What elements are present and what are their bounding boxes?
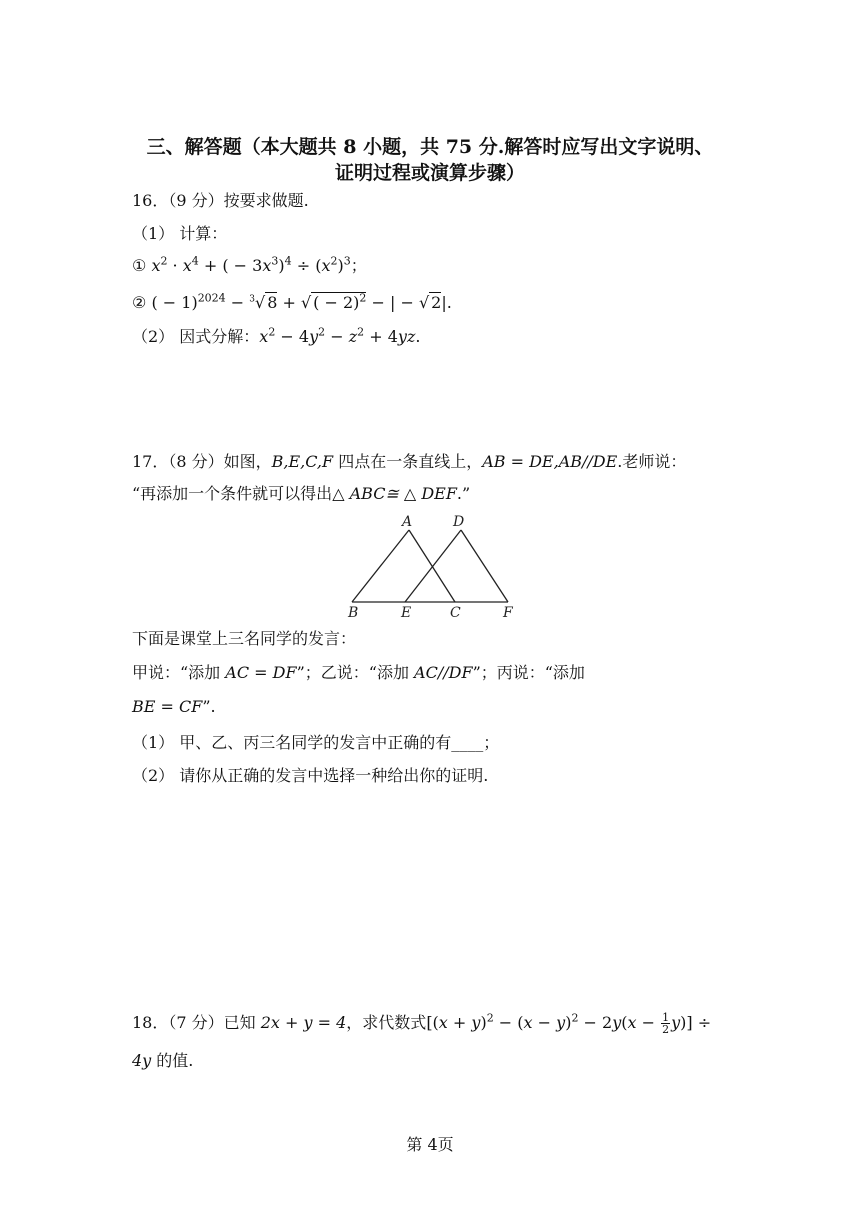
triangle-figure — [340, 510, 530, 620]
q16-part2-expr: $x^2 - 4y^2 - z^2 + 4yz$. — [259, 325, 421, 346]
q18-line1 — [132, 1012, 711, 1035]
q17-speech-intro: 下面是课堂上三名同学的发言： — [132, 629, 357, 648]
q18-given: 2x + y = 4 — [260, 1013, 347, 1032]
q17-bing-line2 — [132, 696, 216, 718]
q17-bing-end: ”. — [202, 697, 216, 716]
q17-cond: AB = DE,AB//DE — [482, 452, 618, 471]
q17-quote — [132, 483, 470, 505]
q16-item2-expr: ( − 1)$^{2024}$ − $^3$√ 8 + √ ( − 2)$^2$ − | − √ 2|. — [151, 291, 452, 312]
q18-line2 — [132, 1050, 193, 1072]
q17-head-mid: 四点在一条直线上， — [333, 452, 483, 471]
segment-ab — [352, 530, 409, 602]
q17-yi: ”；乙说：“添加 — [296, 663, 415, 682]
q17-quote-suffix: .” — [456, 484, 471, 503]
section-title-line2: 证明过程或演算步骤） — [334, 162, 525, 184]
q17-yi-cond: AC//DF — [414, 663, 473, 682]
q17-points: B,E,C,F — [271, 452, 334, 471]
segment-ac — [409, 530, 455, 602]
q17-quote-prefix: “再添加一个条件就可以得出 — [132, 484, 333, 503]
q16-item1 — [132, 255, 367, 277]
q16-item2-prefix: ② — [132, 293, 147, 312]
label-f: F — [503, 605, 513, 620]
q16-part1: （1） 计算： — [132, 224, 228, 243]
q17-head-prefix: 17．（8 分）如图， — [132, 452, 272, 471]
page-number: 第 4页 — [406, 1135, 454, 1154]
q16-item1-expr: $x^2 \cdot x^4$ + ( − $3x^3)^4 \div (x^2)^3$； — [151, 254, 367, 275]
q18-mid: ，求代数式 — [346, 1013, 427, 1032]
q17-sub2: （2） 请你从正确的发言中选择一种给出你的证明. — [132, 766, 489, 785]
label-b: B — [348, 605, 359, 620]
q17-bing-cond: BE = CF — [132, 697, 203, 716]
q17-head-suffix: .老师说： — [617, 452, 687, 471]
q16-head: 16．（9 分）按要求做题. — [132, 191, 309, 210]
q17-congruence: △ ABC≅ △ DEF — [332, 484, 457, 503]
q17-bing: ”；丙说：“添加 — [472, 663, 585, 682]
label-e: E — [401, 605, 412, 620]
section-title-line1: 三、解答题（本大题共 8 小题，共 75 分.解答时应写出文字说明、 — [146, 136, 714, 158]
q18-head-prefix: 18．（7 分）已知 — [132, 1013, 261, 1032]
q16-item1-prefix: ① — [132, 256, 147, 275]
segment-df — [461, 530, 508, 602]
q18-line2-expr: 4y — [132, 1051, 152, 1070]
q16-item2 — [132, 292, 452, 314]
segment-de — [405, 530, 461, 602]
label-c: C — [450, 605, 461, 620]
q18-line2-suffix: 的值. — [151, 1051, 194, 1070]
q17-speeches — [132, 662, 585, 684]
q17-sub1: （1） 甲、乙、丙三名同学的发言中正确的有____； — [132, 733, 500, 752]
q16-part2 — [132, 326, 420, 348]
label-a: A — [402, 514, 413, 530]
q18-expression: [$(x + y)^2 - (x - y)^2 - 2y(x$ − $\frac{1}{2}$ y)] ÷ — [426, 1011, 712, 1036]
q16-part2-prefix: （2） 因式分解： — [132, 327, 260, 346]
q17-jia: 甲说：“添加 — [132, 663, 226, 682]
q17-jia-cond: AC = DF — [225, 663, 297, 682]
label-d: D — [453, 514, 465, 530]
q17-head — [132, 451, 686, 473]
